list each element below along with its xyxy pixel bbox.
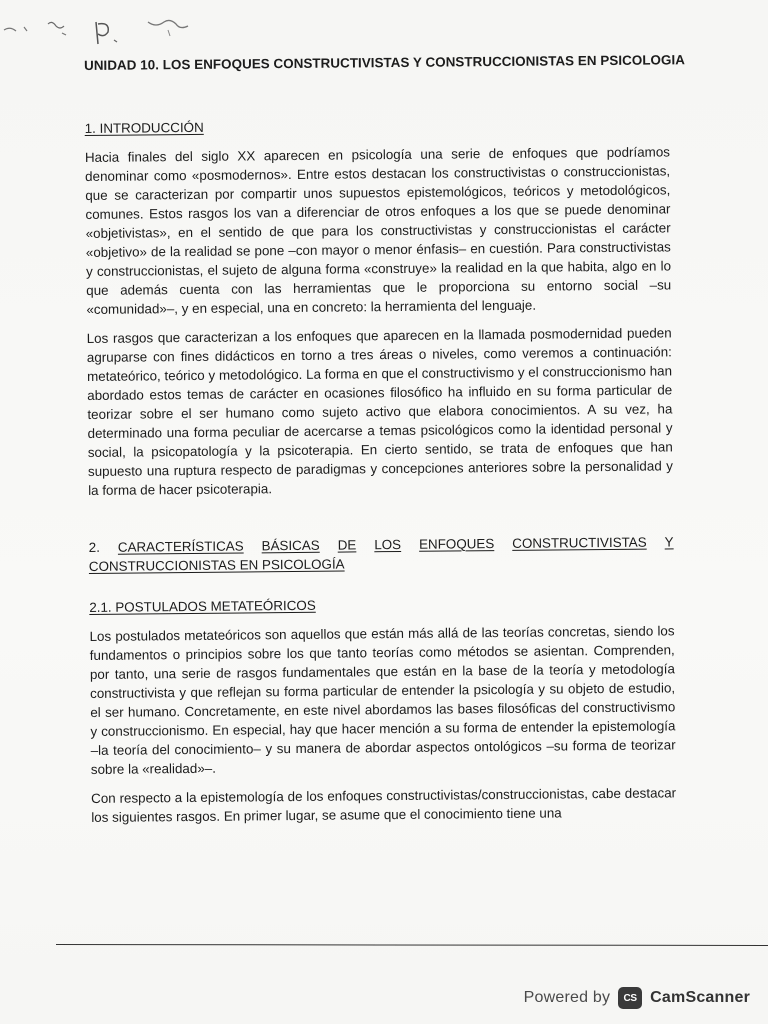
subsection-2-1-heading xyxy=(89,592,674,617)
section-1-heading xyxy=(85,113,670,138)
section-1-paragraph-1: Hacia finales del siglo XX aparecen en psicología una serie de enfoques que podríamos denominar como «posmodernos». Entre estos destacan los constructivistas o construccionistas, que se caracterizan por compartir unos supuestos epistemológicos, teóricos y metodológicos, comunes. Estos rasgos los van a diferenciar de otros enfoques a los que se puede denominar «objetivistas», en el sentido de que para los constructivistas y construccionistas el carácter «objetivo» de la realidad se pone –con mayor o menor énfasis– en cuestión. Para constructivistas y construccionistas, el sujeto de alguna forma «construye» la realidad en la que habita, algo en lo que además cuenta con las herramientas que le proporciona su entorno social –su «comunidad»–, y en especial, una en concreto: la herramienta del lenguaje. xyxy=(84,144,672,317)
camscanner-watermark xyxy=(524,985,750,1011)
handwritten-scribble xyxy=(0,0,220,60)
subsection-2-1-paragraph-1: Los postulados metateóricos son aquellos que están más allá de las teorías concretas, siendo los fundamentos o principios sobre los que tanto teorías como métodos se asientan. Comprenden, por tanto, una serie de rasgos fundamentales que están en la base de la teoría y metodología constructivista y que reflejan su forma particular de entender la psicología y su objeto de estudio, el ser humano. Concretamente, en este nivel abordamos las bases filosóficas del constructivismo y construccionismo. En especial, hay que hacer mención a su forma de entender la epistemología –la teoría del conocimiento– y su manera de abordar aspectos ontológicos –su forma de teorizar sobre la «realidad»–. xyxy=(89,623,676,777)
section-2-word: Y xyxy=(664,534,674,550)
camscanner-logo-text: CS xyxy=(623,992,637,1004)
page-edge-line xyxy=(56,944,768,946)
section-2-word: BÁSICAS xyxy=(261,537,320,554)
section-2-heading xyxy=(89,532,674,576)
subsection-2-1-paragraph-2: Con respecto a la epistemología de los enfoques constructivistas/construccionistas, cabe destacar los siguientes rasgos. En primer lugar, se asume que el conocimiento tiene una xyxy=(91,785,677,825)
section-2-word: DE xyxy=(337,537,357,553)
section-2-heading-line-1 xyxy=(89,532,674,557)
section-1-paragraph-2: Los rasgos que caracterizan a los enfoques que aparecen en la llamada posmodernidad pueden agruparse con fines didácticos en torno a tres áreas o niveles, como veremos a continuación: metateórico, teórico y metodológico. La forma en que el constructivismo y el construccionismo han abordado estos temas de carácter en ocasiones filosófico ha influido en su forma particular de teorizar sobre el ser humano como sujeto activo que elabora conocimientos. A su vez, ha determinado una forma peculiar de acercarse a temas psicológicos como la identidad personal y social, la psicopatología y la psicoterapia. En cierto sentido, se trata de enfoques que han supuesto una ruptura respecto de paradigmas y concepciones anteriores sobre la personalidad y la forma de hacer psicoterapia. xyxy=(86,325,674,498)
watermark-powered-by: Powered by xyxy=(523,989,611,1006)
document-body xyxy=(84,52,686,837)
section-2-word: ENFOQUES xyxy=(419,536,495,552)
section-2-word: CONSTRUCTIVISTAS xyxy=(512,534,647,551)
subsection-2-1-heading-text: 2.1. POSTULADOS METATEÓRICOS xyxy=(89,597,316,615)
document-title: UNIDAD 10. LOS ENFOQUES CONSTRUCTIVISTAS Y CONSTRUCCIONISTAS EN PSICOLOGIA xyxy=(84,52,686,73)
camscanner-logo-icon xyxy=(618,987,642,1009)
section-1-heading-text: 1. INTRODUCCIÓN xyxy=(84,119,204,136)
watermark-brand: CamScanner xyxy=(650,989,750,1006)
section-2-word: CARACTERÍSTICAS xyxy=(117,538,244,555)
section-2-word: LOS xyxy=(374,536,402,553)
section-2-heading-line-2: CONSTRUCCIONISTAS EN PSICOLOGÍA xyxy=(88,556,345,574)
section-2-number: 2. xyxy=(88,539,100,555)
